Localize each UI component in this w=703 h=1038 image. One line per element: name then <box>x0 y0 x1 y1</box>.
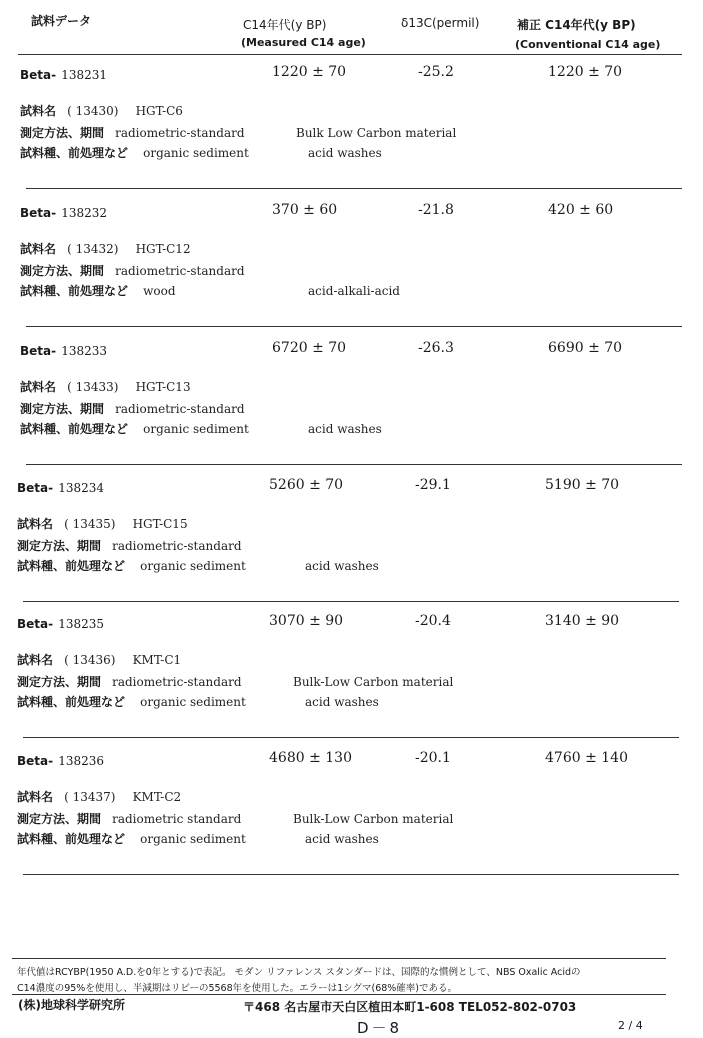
measured-age: 4680 ± 130 <box>269 750 352 766</box>
method-label: 測定方法、期間 <box>20 126 105 140</box>
material-label: 試料種、前処理など <box>17 559 126 573</box>
beta-prefix: Beta- <box>17 617 54 631</box>
conventional-age: 6690 ± 70 <box>548 340 623 356</box>
beta-label <box>17 477 104 496</box>
record-divider <box>23 601 679 602</box>
beta-id: 138236 <box>58 754 105 768</box>
material-value: organic sediment <box>140 559 246 573</box>
material-label: 試料種、前処理など <box>20 422 129 436</box>
material-row <box>17 691 246 710</box>
beta-label <box>20 202 107 221</box>
method-row <box>20 398 245 417</box>
header-conventional-age: 補正 C14年代(y BP) <box>517 18 636 32</box>
delta13c-value: -20.1 <box>415 750 451 766</box>
sample-record <box>0 477 700 613</box>
sample-name-row <box>17 513 188 532</box>
method-label: 測定方法、期間 <box>20 264 105 278</box>
conventional-age: 420 ± 60 <box>548 202 614 218</box>
sample-number: ( 13436) <box>64 653 116 667</box>
method-value: radiometric-standard <box>115 126 245 140</box>
pretreatment-value: acid washes <box>305 559 379 573</box>
beta-label <box>20 64 107 83</box>
method-label: 測定方法、期間 <box>17 812 102 826</box>
sample-record <box>0 340 703 476</box>
company-address: 〒468 名古屋市天白区植田本町1-608 TEL052-802-0703 <box>243 1000 577 1014</box>
pretreatment-value: acid-alkali-acid <box>308 284 400 298</box>
sample-code: HGT-C6 <box>135 104 183 118</box>
beta-id: 138235 <box>58 617 105 631</box>
delta13c-value: -26.3 <box>418 340 454 356</box>
sample-name-row <box>17 786 181 805</box>
sample-number: ( 13437) <box>64 790 116 804</box>
method-row <box>17 808 241 827</box>
sample-name-row <box>20 376 191 395</box>
page-code: D－8 <box>357 1019 403 1037</box>
sample-name-label: 試料名 <box>17 790 54 804</box>
delta13c-value: -20.4 <box>415 613 451 629</box>
material-row <box>20 418 249 437</box>
sample-number: ( 13430) <box>67 104 119 118</box>
material-row <box>17 828 246 847</box>
method-value: radiometric standard <box>112 812 242 826</box>
beta-label <box>17 750 104 769</box>
beta-id: 138231 <box>61 68 108 82</box>
sample-code: HGT-C13 <box>135 380 191 394</box>
material-label: 試料種、前処理など <box>20 284 129 298</box>
method-value: radiometric-standard <box>115 264 245 278</box>
sample-code: HGT-C12 <box>135 242 191 256</box>
measured-age: 3070 ± 90 <box>269 613 344 629</box>
page-number: 2 / 4 <box>618 1019 643 1032</box>
method-row <box>20 260 245 279</box>
method-value: radiometric-standard <box>112 539 242 553</box>
sample-record <box>0 613 700 749</box>
material-row <box>20 142 249 161</box>
sample-name-label: 試料名 <box>20 380 57 394</box>
sample-name-row <box>20 100 183 119</box>
sample-name-label: 試料名 <box>20 242 57 256</box>
header-measured-age-en: (Measured C14 age) <box>241 36 366 49</box>
header-conventional-age-en: (Conventional C14 age) <box>515 38 661 51</box>
material-row <box>20 280 176 299</box>
material-value: organic sediment <box>140 695 246 709</box>
measured-age: 5260 ± 70 <box>269 477 344 493</box>
material-label: 試料種、前処理など <box>20 146 129 160</box>
record-divider <box>26 326 682 327</box>
material-label: 試料種、前処理など <box>17 832 126 846</box>
method-label: 測定方法、期間 <box>17 675 102 689</box>
header-delta13c: δ13C(permil) <box>401 16 480 30</box>
material-label: 試料種、前処理など <box>17 695 126 709</box>
sample-number: ( 13432) <box>67 242 119 256</box>
measured-age: 1220 ± 70 <box>272 64 347 80</box>
sample-name-row <box>20 238 191 257</box>
sample-record <box>0 202 703 338</box>
sample-code: HGT-C15 <box>132 517 188 531</box>
method-row <box>20 122 245 141</box>
header-divider <box>18 54 682 55</box>
sample-record <box>0 64 703 200</box>
notes-divider <box>12 958 666 959</box>
pretreatment-value: acid washes <box>308 146 382 160</box>
method-row <box>17 671 242 690</box>
beta-prefix: Beta- <box>20 68 57 82</box>
beta-id: 138232 <box>61 206 108 220</box>
record-divider <box>26 188 682 189</box>
material-row <box>17 555 246 574</box>
notes-line-2: C14濃度の95%を使用し、半減期はリビーの5568年を使用した。エラーは1シグマ(68%確率)である。 <box>17 983 458 994</box>
method-note: Bulk-Low Carbon material <box>293 812 454 826</box>
notes-line-1: 年代値はRCYBP(1950 A.D.を0年とする)で表記。 モダン リファレンス スタンダードは、国際的な慣例として、NBS Oxalic Acidの <box>17 967 581 978</box>
conventional-age: 5190 ± 70 <box>545 477 620 493</box>
conventional-age: 3140 ± 90 <box>545 613 620 629</box>
method-note: Bulk Low Carbon material <box>296 126 457 140</box>
record-divider <box>26 464 682 465</box>
beta-id: 138234 <box>58 481 105 495</box>
delta13c-value: -29.1 <box>415 477 451 493</box>
sample-name-label: 試料名 <box>20 104 57 118</box>
beta-label <box>20 340 107 359</box>
conventional-age: 4760 ± 140 <box>545 750 628 766</box>
measured-age: 6720 ± 70 <box>272 340 347 356</box>
material-value: wood <box>143 284 176 298</box>
header-measured-age: C14年代(y BP) <box>243 18 327 32</box>
sample-code: KMT-C1 <box>132 653 182 667</box>
record-divider <box>23 737 679 738</box>
measured-age: 370 ± 60 <box>272 202 338 218</box>
conventional-age: 1220 ± 70 <box>548 64 623 80</box>
pretreatment-value: acid washes <box>305 695 379 709</box>
beta-id: 138233 <box>61 344 108 358</box>
sample-number: ( 13433) <box>67 380 119 394</box>
method-value: radiometric-standard <box>112 675 242 689</box>
record-divider <box>23 874 679 875</box>
material-value: organic sediment <box>143 146 249 160</box>
sample-name-label: 試料名 <box>17 517 54 531</box>
delta13c-value: -25.2 <box>418 64 454 80</box>
footer-divider <box>12 994 666 995</box>
beta-prefix: Beta- <box>20 206 57 220</box>
material-value: organic sediment <box>140 832 246 846</box>
sample-number: ( 13435) <box>64 517 116 531</box>
method-label: 測定方法、期間 <box>17 539 102 553</box>
delta13c-value: -21.8 <box>418 202 454 218</box>
sample-code: KMT-C2 <box>132 790 182 804</box>
material-value: organic sediment <box>143 422 249 436</box>
method-row <box>17 535 242 554</box>
method-note: Bulk-Low Carbon material <box>293 675 454 689</box>
sample-name-label: 試料名 <box>17 653 54 667</box>
pretreatment-value: acid washes <box>305 832 379 846</box>
beta-prefix: Beta- <box>17 754 54 768</box>
beta-prefix: Beta- <box>17 481 54 495</box>
sample-name-row <box>17 649 181 668</box>
method-label: 測定方法、期間 <box>20 402 105 416</box>
beta-label <box>17 613 104 632</box>
pretreatment-value: acid washes <box>308 422 382 436</box>
beta-prefix: Beta- <box>20 344 57 358</box>
company-name: (株)地球科学研究所 <box>18 998 125 1012</box>
sample-record <box>0 750 700 886</box>
method-value: radiometric-standard <box>115 402 245 416</box>
header-sample-data: 試料データ <box>31 14 92 28</box>
